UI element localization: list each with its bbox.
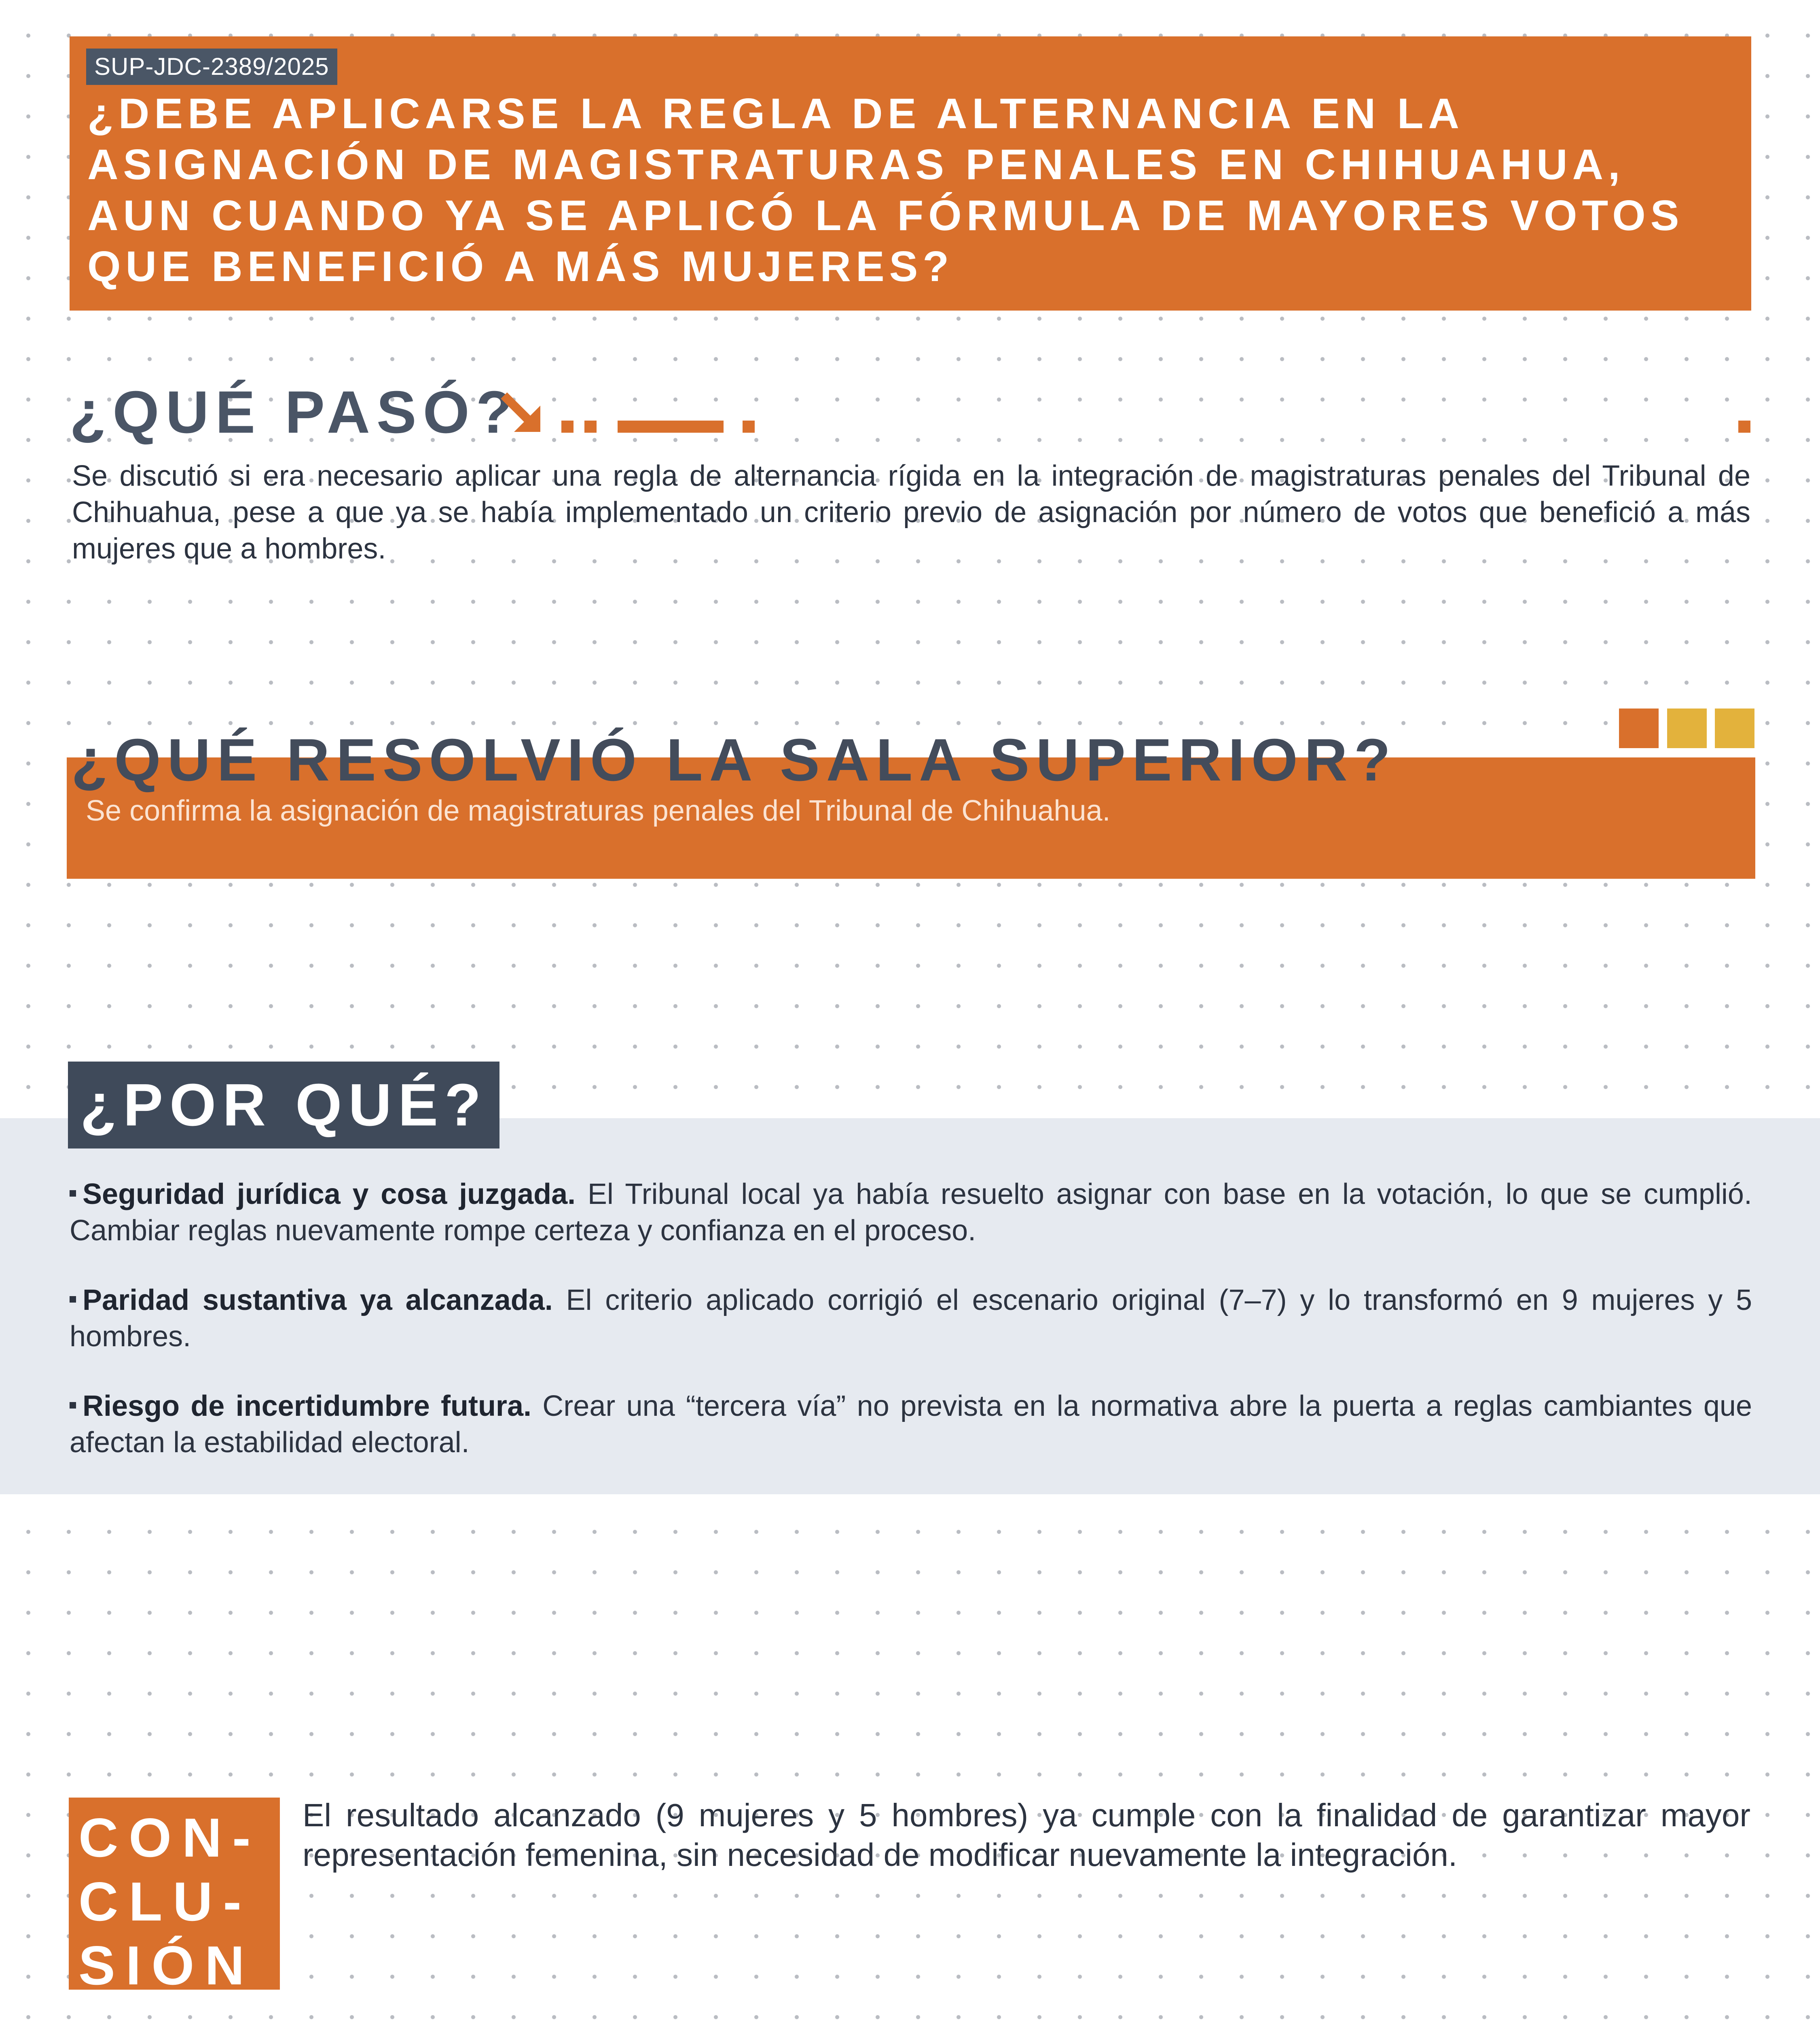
reason-item — [70, 1282, 1752, 1355]
conclusion-label — [69, 1798, 280, 1996]
decorative-square — [1667, 709, 1707, 748]
bullet-icon — [70, 1296, 76, 1303]
conclusion-label-line: CLU- — [78, 1871, 252, 1932]
reason-text: Crear una “tercera vía” no prevista en la normativa abre la puerta a reglas cambiantes que afectan la estabilidad electoral. — [70, 1390, 1752, 1459]
que-paso-title: ¿QUÉ PASÓ? — [70, 379, 519, 446]
conclusion-text: El resultado alcanzado (9 mujeres y 5 hombres) ya cumple con la finalidad de garantizar mayor representación femenina, sin necesidad de modificar nuevamente la integración. — [303, 1797, 1750, 1873]
por-que-title: ¿POR QUÉ? — [68, 1062, 499, 1148]
reason-item — [70, 1176, 1752, 1249]
bullet-icon — [70, 1190, 76, 1197]
resolvio-title: ¿QUÉ RESOLVIÓ LA SALA SUPERIOR? — [71, 727, 1397, 793]
case-id-badge: SUP-JDC-2389/2025 — [86, 49, 337, 85]
decorative-dot — [584, 421, 597, 433]
decorative-dash — [618, 421, 724, 433]
decorative-dot — [743, 421, 755, 433]
reason-heading: Paridad sustantiva ya alcanzada. — [83, 1284, 553, 1316]
conclusion-label-line: CON- — [78, 1807, 261, 1868]
reason-heading: Riesgo de incertidumbre futura. — [83, 1390, 531, 1422]
bullet-icon — [70, 1402, 76, 1409]
resolvio-text: Se confirma la asignación de magistraturas penales del Tribunal de Chihuahua. — [86, 795, 1111, 827]
reason-item — [70, 1388, 1752, 1461]
decorative-dot — [561, 421, 574, 433]
conclusion-label-line: SIÓN — [78, 1935, 255, 1996]
decorative-dot — [1738, 421, 1750, 433]
arrow-down-right-icon — [500, 391, 544, 436]
main-question: ¿DEBE APLICARSE LA REGLA DE ALTERNANCIA EN LA ASIGNACIÓN DE MAGISTRATURAS PENALES EN CHIHUAHUA, AUN CUANDO YA SE APLICÓ LA FÓRMULA DE MAYORES VOTOS QUE BENEFICIÓ A MÁS MUJERES? — [87, 90, 1684, 290]
reason-heading: Seguridad jurídica y cosa juzgada. — [83, 1178, 576, 1210]
decorative-square — [1715, 709, 1754, 748]
decorative-square — [1619, 709, 1659, 748]
reason-text: El criterio aplicado corrigió el escenario original (7–7) y lo transformó en 9 mujeres y 5 hombres. — [70, 1284, 1752, 1353]
reason-text: El Tribunal local ya había resuelto asignar con base en la votación, lo que se cumplió. Cambiar reglas nuevamente rompe certeza y confianza en el proceso. — [70, 1178, 1752, 1247]
que-paso-text: Se discutió si era necesario aplicar una regla de alternancia rígida en la integración de magistraturas penales del Tribunal de Chihuahua, pese a que ya se había implementado un criterio previo de asignación por número de votos que benefició a más mujeres que a hombres. — [72, 460, 1750, 565]
